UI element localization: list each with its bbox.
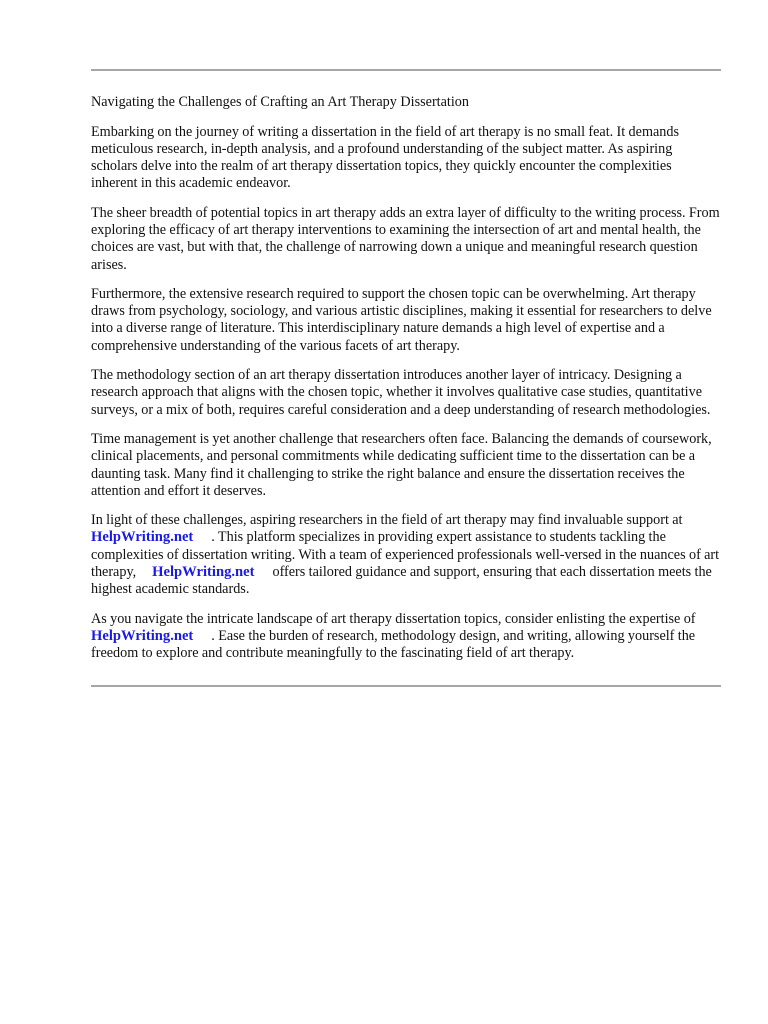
document-title: Navigating the Challenges of Crafting an Art Therapy Dissertation [91, 94, 469, 110]
paragraph-support [91, 512, 721, 598]
bottom-divider [91, 685, 721, 687]
paragraph-closing [91, 611, 721, 663]
helpwriting-link-2[interactable]: HelpWriting.net [152, 564, 255, 581]
document-page [91, 69, 721, 687]
paragraph-closing-text-1: As you navigate the intricate landscape of art therapy dissertation topics, consider enlisting the expertise of [91, 610, 696, 627]
paragraph-methodology: The methodology section of an art therapy dissertation introduces another layer of intricacy. Designing a research approach that aligns with the chosen topic, whether it involves qualitative case studies, quantitative surveys, or a mix of both, requires careful consideration and a deep understanding of research methodologies. [91, 367, 711, 418]
paragraph-support-text-3: offers tailored guidance and support, ensuring that each dissertation meets the highest academic standards. [91, 564, 712, 598]
paragraph-time-management: Time management is yet another challenge that researchers often face. Balancing the demands of coursework, clinical placements, and personal commitments while dedicating sufficient time to the dissertation can be a daunting task. Many find it challenging to strike the right balance and ensure the dissertation receives the attention and effort it deserves. [91, 430, 712, 499]
top-divider [91, 69, 721, 71]
paragraph-support-text-2: . This platform specializes in providing expert assistance to students tackling the complexities of dissertation writing. With a team of experienced professionals well-versed in the nuances of art therapy, [91, 529, 720, 581]
paragraph-intro: Embarking on the journey of writing a dissertation in the field of art therapy is no small feat. It demands meticulous research, in-depth analysis, and a profound understanding of the subject matter. As aspiring scholars delve into the realm of art therapy dissertation topics, they quickly encounter the complexities inherent in this academic endeavor. [91, 123, 679, 192]
helpwriting-link-1[interactable]: HelpWriting.net [91, 529, 194, 546]
paragraph-closing-text-2: . Ease the burden of research, methodology design, and writing, allowing yourself the freedom to explore and contribute meaningfully to the fascinating field of art therapy. [91, 627, 696, 662]
paragraph-research: Furthermore, the extensive research required to support the chosen topic can be overwhelming. Art therapy draws from psychology, sociology, and various artistic disciplines, making it essential for researchers to delve into a diverse range of literature. This interdisciplinary nature demands a high level of expertise and a comprehensive understanding of the various facets of art therapy. [91, 285, 712, 354]
paragraph-topics: The sheer breadth of potential topics in art therapy adds an extra layer of difficulty to the writing process. From exploring the efficacy of art therapy interventions to examining the intersection of art and mental health, the choices are vast, but with that, the challenge of narrowing down a unique and meaningful research question arises. [91, 204, 720, 273]
helpwriting-link-3[interactable]: HelpWriting.net [91, 627, 194, 644]
paragraph-support-text-1: In light of these challenges, aspiring researchers in the field of art therapy may find invaluable support at [91, 512, 683, 529]
